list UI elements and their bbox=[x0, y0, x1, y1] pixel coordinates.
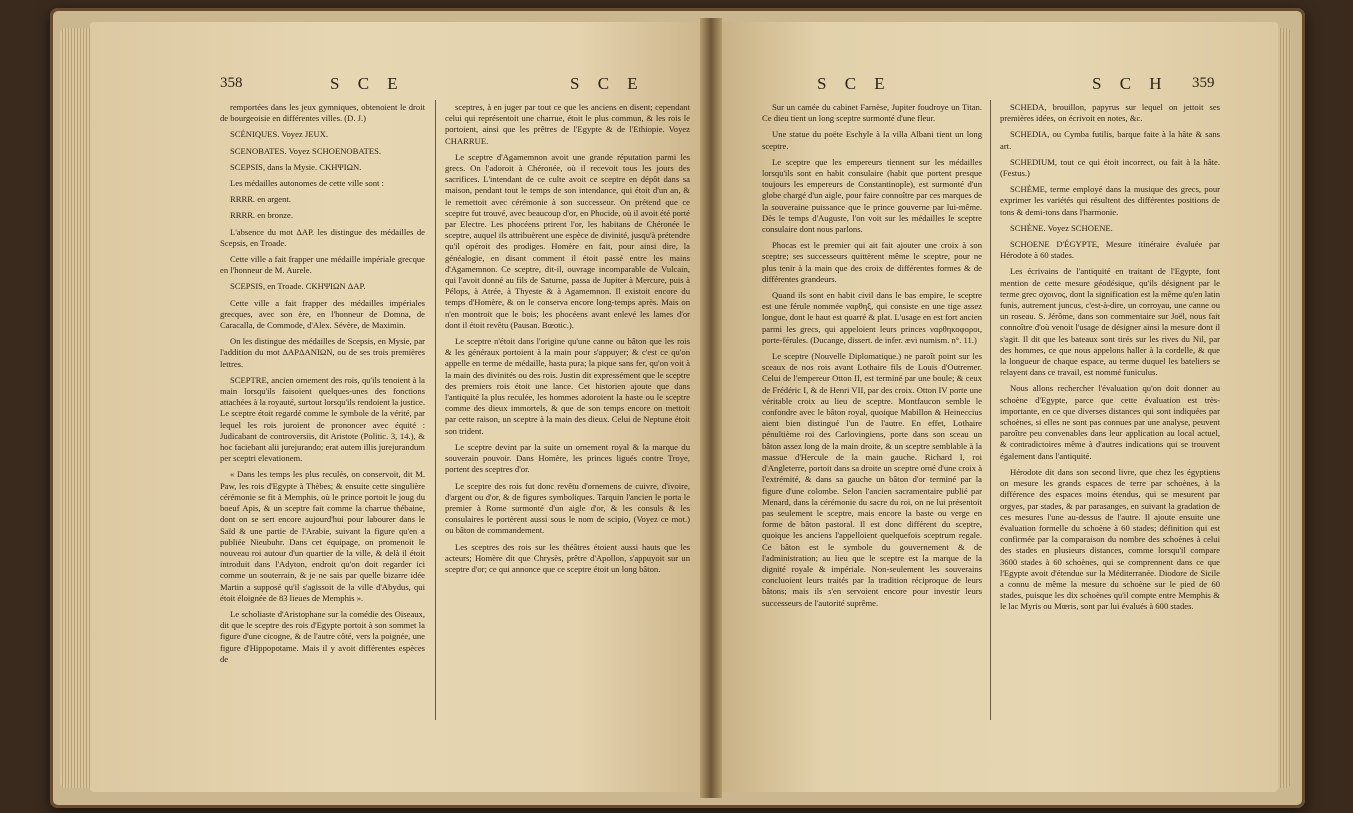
paragraph: Les médailles autonomes de cette ville sont : bbox=[230, 178, 384, 189]
paragraph: Les sceptres des rois sur les théâtres étoient aussi hauts que les acteurs; Homère dit que Chrysès, prêtre d'Apollon, s'appuyoit sur un sceptre d'or; ce qui annonce que ce sceptre étoit un long bâton. bbox=[445, 541, 690, 574]
running-head-right-b: S C H bbox=[1092, 74, 1169, 93]
right-column-2 bbox=[1000, 102, 1220, 618]
left-column-1 bbox=[220, 102, 425, 670]
paragraph: « Dans les temps les plus reculés, on conservoit, dit M. Paw, les rois d'Egypte à Thèbes; & ensuite cette singulière cérémonie se fit à Memphis, où le prince portoit le joug du boeuf Apis, & un sceptre fait comme la charrue thébaine, dont on se sert encore aujourd'hui pour labourer dans le Saïd & une partie de l'Arabie, suivant la figure qu'en a publiée Nieubuhr. Dans cet équipage, on promenoit le nouveau roi autour d'un quartier de la ville, & delà il étoit introduit dans l'Adyton, endroit qu'on doit regarder ici comme un souterrain, & je ne sais par quelle bizarre idée Martin a supposé qu'il s'agissoit de la ville d'Abydus, qui étoit éloignée de 83 lieues de Memphis ». bbox=[220, 469, 425, 603]
paragraph: Le sceptre devint par la suite un ornement royal & la marque du souverain pouvoir. Dans Homère, les princes ligués contre Troye, portent des sceptres d'or. bbox=[445, 441, 690, 475]
right-column-1 bbox=[762, 102, 982, 614]
paragraph: SCHÈME, terme employé dans la musique des grecs, pour exprimer les variétés qui résultent des différentes positions de tons & demi-tons dans l'harmonie. bbox=[1000, 184, 1220, 217]
paragraph: Cette ville a fait frapper une médaille impériale grecque en l'honneur de M. Aurele. bbox=[220, 254, 425, 276]
paragraph: sceptres, à en juger par tout ce que les anciens en disent; cependant celui qui représentoit une charrue, étoit le plus commun, & les rois le portoient, ainsi que les prêtres de l'Egypte & de l'Ethiopie. Voyez CHARRUE. bbox=[445, 102, 690, 146]
running-head-right-a: S C E bbox=[817, 74, 892, 93]
paragraph: Le sceptre n'étoit dans l'origine qu'une canne ou bâton que les rois & les généraux portoient à la main pour s'appuyer; & c'est ce qu'on appelle en terme de médaille, hasta pura; la pique sans fer, qu'on voit à la main des divinités ou des rois. Justin dit expressément que le sceptre des premiers rois étoit une lance. Cet historien ajoute que dans l'antiquité la plus reculée, les hommes adoroient la haste ou le sceptre comme des dieux immortels, & que de son temps encore on mettoit par cette raison, un sceptre à la main des dieux. Celui de Neptune étoit son trident. bbox=[445, 336, 690, 436]
book-gutter bbox=[700, 18, 722, 798]
left-page bbox=[90, 22, 700, 792]
paragraph: SCEPTRE, ancien ornement des rois, qu'ils tenoient à la main lorsqu'ils faisoient quelques-unes des fonctions attachées à la royauté, surtout lorsqu'ils rendoient la justice. Le sceptre étoit regardé comme le symbole de la vérité, par lequel les rois juroient de prononcer avec équité : Judicabant de controversiis, dit Aristote (Politic. 3, 14.), & hoc faciebant alii jurejurando; erat autem illis jurejurandum per sceptri elevationem. bbox=[220, 374, 425, 464]
paragraph: Hérodote dit dans son second livre, que chez les égyptiens on mesure les grands espaces de terre par schoènes, à la différence des espaces moins étendus, qui se mesurent par orgyes, par stades, & par parasanges, en suivant la gradation de ces mesures l'une au-dessus de l'autre. Il ajoute ensuite une évaluation formelle du schoène à 60 stades; définition qui est confirmée par la comparaison du nombre des schoènes à celui des stades en plusieurs distances, comme lorsqu'il compare 3600 stades à 60 schoènes, qui se comprennent dans ce que l'Egypte avoit d'étendue sur la Méditerranée. Diodore de Sicile a connu de même la mesure du schoène sur le pied de 60 stades, puisque les dix schoènes qu'il compte entre Memphis & le lac Myris ou Mœris, sont par lui évalués à 600 stades. bbox=[1000, 466, 1220, 612]
paragraph: SCHEDA, brouillon, papyrus sur lequel on jettoit ses premières idées, on écrivoit en notes, &c. bbox=[1000, 102, 1220, 124]
paragraph: Sur un camée du cabinet Farnèse, Jupiter foudroye un Titan. Ce dieu tient un long sceptre surmonté d'une fleur. bbox=[762, 102, 982, 124]
paragraph: Le sceptre d'Agamemnon avoit une grande réputation parmi les grecs. On l'adoroit à Chéronée, où il recevoit tous les jours des sacrifices. L'intendant de ce culte avoit ce sceptre en dépôt dans sa maison, pendant tout le temps de son intendance, qui étoit d'un an, & le remettoit avec cérémonie à son successeur. On prétend que ce sceptre fut trouvé, avec beaucoup d'or, en Phocide, où il avoit été porté par Electre. Les phocéens prirent l'or, les habitans de Chéronée le sceptre, auquel ils attribuèrent une espèce de divinité, jusqu'à prétendre qu'il opéroit des prodiges. Homère en fait, pour ainsi dire, la généalogie, en disant comment il étoit passé entre les mains d'Agamemnon. Ce sceptre, dit-il, ouvrage incomparable de Vulcain, qui l'avoit donné au fils de Saturne, passa de Jupiter à Mercure, puis à Pélops, à Atrée, à Thyeste & à Agamemnon. Il existoit encore du temps d'Homère, & on le conserva encore long-temps après. Mais on n'en montroit que le bois; les phocéens avant enlevé les lames d'or dont il étoit revêtu (Pausan. Bœotic.). bbox=[445, 151, 690, 330]
paragraph: Une statue du poëte Eschyle à la villa Albani tient un long sceptre. bbox=[762, 129, 982, 151]
paragraph: remportées dans les jeux gymniques, obtenoient le droit de bourgeoisie en différentes villes. (D. J.) bbox=[220, 102, 425, 124]
column-rule-right bbox=[990, 100, 991, 720]
open-book bbox=[50, 8, 1305, 808]
running-head-left-a: S C E bbox=[330, 74, 405, 93]
paragraph: RRRR. en argent. bbox=[230, 194, 291, 205]
page-number-right: 359 bbox=[1192, 75, 1215, 91]
paragraph: SCHEDIUM, tout ce qui étoit incorrect, ou fait à la hâte. (Festus.) bbox=[1000, 156, 1220, 179]
paragraph: On les distingue des médailles de Scepsis, en Mysie, par l'addition du mot ΔAPΔANIΩN, ou de ses trois premières lettres. bbox=[220, 336, 425, 369]
paragraph: SCHÈNE. Voyez SCHOENE. bbox=[1010, 222, 1113, 233]
paragraph: SCHOENE D'ÉGYPTE, Mesure itinéraire évaluée par Hérodote à 60 stades. bbox=[1000, 239, 1220, 261]
column-rule bbox=[435, 100, 436, 720]
paragraph: SCEPSIS, dans la Mysie. CKHΨIΩN. bbox=[230, 161, 362, 172]
paragraph: Le sceptre (Nouvelle Diplomatique.) ne paroît point sur les sceaux de nos rois avant Lothaire fils de Louis d'Outremer. Celui de l'empereur Otton II, est terminé par une boule; & ceux de Frédéric I, & de Henri VII, par des croix. Otton IV porte une véritable croix au lieu de sceptre. Montfaucon semble le confondre avec le bâton royal, quoique Mabillon & Heineccius aient bien distingué l'un de l'autre. En effet, Lothaire pénultième roi des Carlovingiens, porte dans son sceau un bâton assez long de la main droite, & un sceptre semblable à la massue d'Hercule de la main gauche. Richard I, roi d'Angleterre, portoit dans sa droite un sceptre orné d'une croix à l'extrémité, & dans sa gauche un bâton d'or terminé par la figure d'une colombe. Selon l'ancien sacramentaire publié par Menard, dans la cérémonie du sacre du roi, on ne lui présentoit pas seulement le sceptre, mais encore la baste ou verge en forme de bâton pastoral. Il est donc différent du sceptre, quoique les anciens l'appelloient quelquefois sceptrum regale. Ce bâton est le symbole du gouvernement & de l'administration; au lieu que le sceptre est la marque de la dignité royale & impériale. Non-seulement les souverains concluoient leurs traités par la tradition réciproque de leurs bâtons; mais ils s'en servoient encore pour investir leurs successeurs de l'autorité suprême. bbox=[762, 351, 983, 608]
page-edges-left bbox=[60, 28, 92, 788]
left-column-2 bbox=[445, 102, 690, 580]
paragraph: Les écrivains de l'antiquité en traitant de l'Egypte, font mention de cette mesure géodésique, qu'ils désignent par le terme grec σχοινος, dont la signification est la même qu'en latin funis, autrement juncus, c'est-à-dire, un corroyau, une canne ou un roseau. S. Jérôme, dans son commentaire sur Joël, nous fait connoître d'où venoit l'usage de désigner ainsi la mesure dont il s'agit. Il dit que les bateaux sont tirés sur les rives du Nil, par des hommes, ce que nous appelons haller à la cordelle, & que la longueur de chaque espace, au terme duquel les bateliers se relayent dans ce travail, est nommé funiculus. bbox=[1000, 266, 1220, 378]
right-page bbox=[722, 22, 1278, 792]
paragraph: Le sceptre que les empereurs tiennent sur les médailles lorsqu'ils sont en habit consulaire (habit que portent presque toujours les empereurs de Constantinople), est surmonté d'un globe chargé d'un aigle, pour faire connoître par ces marques de la souveraine puissance que le prince gouverne par lui-même. Dès le temps d'Auguste, l'on voit sur les médailles le sceptre consulaire dont nous parlons. bbox=[762, 156, 982, 235]
page-number-left: 358 bbox=[220, 75, 243, 91]
paragraph: Quand ils sont en habit civil dans le bas empire, le sceptre est une férule nommée ναρθηξ, qui consiste en une tige assez longue, dont le haut est quarré & plat. L'usage en est fort ancien parmi les grecs, qui appeloient leurs princes ναρθηκοφοροι, porte-férules. (Ducange, dissert. de infer. ævi numism. n°. 11.) bbox=[762, 290, 982, 345]
paragraph: SCHEDIA, ou Cymba futilis, barque faite à la hâte & sans art. bbox=[1000, 129, 1220, 151]
paragraph: L'absence du mot ΔAP. les distingue des médailles de Scepsis, en Troade. bbox=[220, 226, 425, 248]
paragraph: Phocas est le premier qui ait fait ajouter une croix à son sceptre; ses successeurs quittèrent même le sceptre, pour ne plus tenir à la main que des croix de différentes formes & de différentes grandeurs. bbox=[762, 240, 982, 284]
paragraph: SCENOBATES. Voyez SCHOENOBATES. bbox=[230, 145, 382, 156]
paragraph: Le scholiaste d'Aristophane sur la comédie des Oiseaux, dit que le sceptre des rois d'Egypte portoit à son sommet la figure d'une cicogne, & de l'autre côté, vers la poignée, une figure d'Hippopotame. Mais il y avoit différentes espèces de bbox=[220, 608, 425, 664]
paragraph: Cette ville a fait frapper des médailles impériales grecques, avec son ère, en l'honneur de Domna, de Caracalla, de Commode, d'Alex. Sévère, de Maximin. bbox=[220, 297, 425, 331]
paragraph: RRRR. en bronze. bbox=[230, 210, 294, 221]
paragraph: Nous allons rechercher l'évaluation qu'on doit donner au schoène d'Egypte, parce que cette évaluation est très-importante, en ce que diverses distances qui sont indiquées par schoènes, si elles ne sont pas connues par une analyse, peuvent paroître peu convenables dans leur application au local actuel, & contradictoires même à d'autres indications qui se trouvent également dans l'antiquité. bbox=[1000, 383, 1220, 461]
running-head-left-b: S C E bbox=[570, 74, 645, 93]
paragraph: SCÉNIQUES. Voyez JEUX. bbox=[230, 129, 329, 140]
paragraph: Le sceptre des rois fut donc revêtu d'ornemens de cuivre, d'ivoire, d'argent ou d'or, & de figures symboliques. Tarquin l'ancien le porta le premier à Rome surmonté d'un aigle d'or, & les consuls & les consulaires le portèrent aussi sous le nom de scipio, (Voyez ce mot.) ou bâton de commandement. bbox=[445, 480, 690, 536]
paragraph: SCEPSIS, en Troade. CKHΨIΩN ΔAP. bbox=[230, 281, 366, 292]
